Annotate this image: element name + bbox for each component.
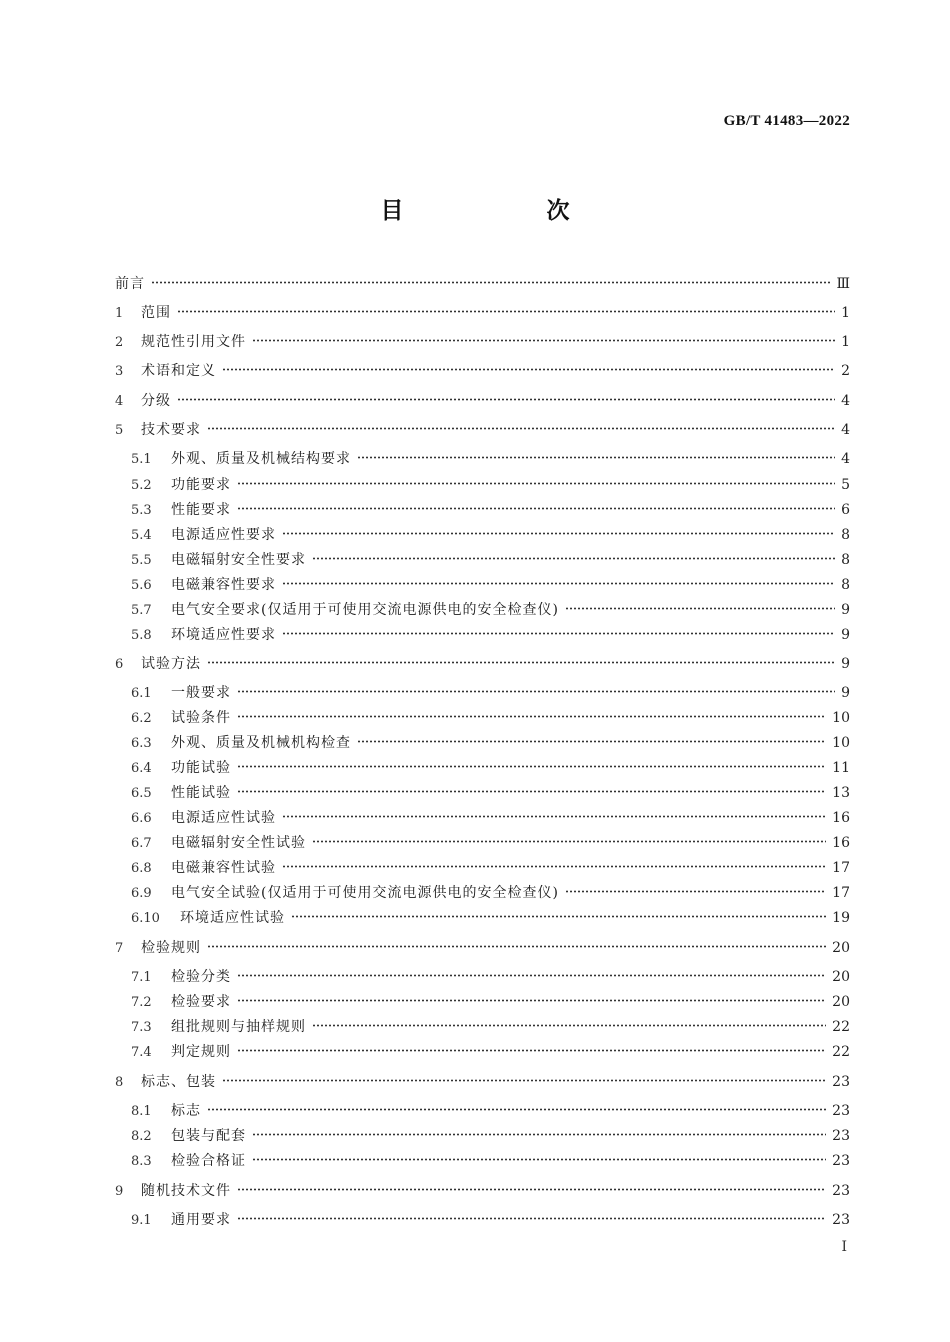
toc-entry-title: 电气安全试验(仅适用于可使用交流电源供电的安全检查仪) bbox=[171, 885, 559, 901]
dot-leader bbox=[237, 715, 826, 718]
toc-entry-title: 性能要求 bbox=[171, 502, 231, 518]
toc-entry[interactable] bbox=[131, 907, 850, 929]
toc-entry-page: 10 bbox=[832, 710, 850, 726]
toc-entry[interactable] bbox=[131, 448, 850, 470]
dot-leader bbox=[237, 999, 826, 1002]
toc-entry[interactable] bbox=[131, 882, 850, 904]
dot-leader bbox=[565, 890, 826, 893]
toc-entry-number: 2 bbox=[115, 335, 124, 350]
toc-entry-page: Ⅲ bbox=[836, 276, 850, 292]
dot-leader bbox=[151, 281, 830, 284]
dot-leader bbox=[237, 1217, 826, 1220]
toc-entry-page: 9 bbox=[841, 656, 850, 672]
toc-entry-number: 5.8 bbox=[131, 628, 152, 643]
toc-entry-page: 20 bbox=[832, 969, 850, 985]
toc-entry[interactable] bbox=[131, 807, 850, 829]
toc-entry-title: 检验合格证 bbox=[171, 1153, 246, 1169]
toc-entry-page: 1 bbox=[841, 305, 850, 321]
toc-entry[interactable] bbox=[131, 524, 850, 546]
dot-leader bbox=[207, 427, 835, 430]
toc-entry[interactable] bbox=[115, 937, 850, 959]
toc-entry[interactable] bbox=[131, 682, 850, 704]
toc-entry[interactable] bbox=[115, 1180, 850, 1202]
toc-entry[interactable] bbox=[115, 302, 850, 324]
toc-entry-title: 随机技术文件 bbox=[141, 1183, 231, 1199]
toc-entry-page: 16 bbox=[832, 835, 850, 851]
toc-entry[interactable] bbox=[131, 549, 850, 571]
toc-entry[interactable] bbox=[115, 273, 850, 295]
dot-leader bbox=[237, 1188, 826, 1191]
toc-entry[interactable] bbox=[131, 1150, 850, 1172]
toc-entry-page: 6 bbox=[841, 502, 850, 518]
toc-entry-page: 8 bbox=[841, 527, 850, 543]
toc-entry-page: 17 bbox=[832, 860, 850, 876]
toc-entry-page: 9 bbox=[841, 602, 850, 618]
toc-entry[interactable] bbox=[115, 331, 850, 353]
toc-entry[interactable] bbox=[131, 474, 850, 496]
toc-entry[interactable] bbox=[131, 782, 850, 804]
dot-leader bbox=[222, 1079, 826, 1082]
toc-entry[interactable] bbox=[115, 1071, 850, 1093]
toc-entry[interactable] bbox=[131, 1016, 850, 1038]
toc-entry[interactable] bbox=[131, 857, 850, 879]
toc-entry-number: 3 bbox=[115, 364, 124, 379]
toc-entry-page: 8 bbox=[841, 577, 850, 593]
toc-entry[interactable] bbox=[131, 732, 850, 754]
toc-entry-title: 电气安全要求(仅适用于可使用交流电源供电的安全检查仪) bbox=[171, 602, 559, 618]
toc-entry-page: 23 bbox=[832, 1103, 850, 1119]
toc-entry-title: 电磁辐射安全性要求 bbox=[171, 552, 306, 568]
dot-leader bbox=[177, 398, 835, 401]
toc-entry[interactable] bbox=[131, 1100, 850, 1122]
dot-leader bbox=[237, 690, 835, 693]
dot-leader bbox=[357, 456, 835, 459]
toc-entry[interactable] bbox=[115, 653, 850, 675]
toc-entry-page: 16 bbox=[832, 810, 850, 826]
dot-leader bbox=[291, 915, 826, 918]
toc-entry-title: 检验规则 bbox=[141, 940, 201, 956]
dot-leader bbox=[565, 607, 835, 610]
toc-entry-title: 试验方法 bbox=[141, 656, 201, 672]
dot-leader bbox=[312, 557, 835, 560]
toc-entry[interactable] bbox=[131, 966, 850, 988]
toc-entry-number: 5.1 bbox=[131, 452, 152, 467]
toc-entry-number: 8.2 bbox=[131, 1129, 152, 1144]
dot-leader bbox=[222, 368, 835, 371]
toc-entry-number: 7.4 bbox=[131, 1045, 152, 1060]
toc-entry-page: 20 bbox=[832, 994, 850, 1010]
toc-entry-title: 电磁兼容性试验 bbox=[171, 860, 276, 876]
dot-leader bbox=[237, 507, 835, 510]
toc-entry-title: 电磁兼容性要求 bbox=[171, 577, 276, 593]
toc-entry-page: 13 bbox=[832, 785, 850, 801]
standard-code: GB/T 41483—2022 bbox=[723, 113, 850, 129]
toc-entry-number: 6.7 bbox=[131, 836, 152, 851]
toc-entry[interactable] bbox=[131, 499, 850, 521]
toc-entry[interactable] bbox=[131, 757, 850, 779]
dot-leader bbox=[357, 740, 826, 743]
toc-entry-number: 6.4 bbox=[131, 761, 152, 776]
toc-entry-number: 7.3 bbox=[131, 1020, 152, 1035]
toc-entry-number: 5.5 bbox=[131, 553, 152, 568]
toc-entry-number: 6.8 bbox=[131, 861, 152, 876]
toc-entry-title: 电磁辐射安全性试验 bbox=[171, 835, 306, 851]
toc-entry-number: 6.6 bbox=[131, 811, 152, 826]
dot-leader bbox=[237, 790, 826, 793]
toc-entry-page: 4 bbox=[841, 422, 850, 438]
toc-entry-title: 电源适应性要求 bbox=[171, 527, 276, 543]
toc-entry-title: 试验条件 bbox=[171, 710, 231, 726]
toc-entry-page: 2 bbox=[841, 363, 850, 379]
toc-entry-title: 规范性引用文件 bbox=[141, 334, 246, 350]
toc-title: 目 次 bbox=[380, 198, 630, 224]
toc-entry-number: 6.5 bbox=[131, 786, 152, 801]
toc-entry-page: 5 bbox=[841, 477, 850, 493]
toc-entry-number: 6.10 bbox=[131, 911, 160, 926]
dot-leader bbox=[252, 1158, 826, 1161]
toc-entry[interactable] bbox=[131, 707, 850, 729]
toc-entry[interactable] bbox=[131, 599, 850, 621]
toc-entry-title: 包装与配套 bbox=[171, 1128, 246, 1144]
toc-entry-title: 标志、包装 bbox=[141, 1074, 216, 1090]
toc-entry-number: 4 bbox=[115, 394, 124, 409]
toc-entry-page: 4 bbox=[841, 451, 850, 467]
toc-entry-title: 标志 bbox=[171, 1103, 201, 1119]
toc-entry[interactable] bbox=[131, 624, 850, 646]
toc-entry-number: 7.1 bbox=[131, 970, 152, 985]
toc-entry-number: 5.7 bbox=[131, 603, 152, 618]
toc-entry-title: 外观、质量及机械结构要求 bbox=[171, 451, 351, 467]
toc-entry-title: 环境适应性要求 bbox=[171, 627, 276, 643]
toc-entry-title: 检验分类 bbox=[171, 969, 231, 985]
toc-entry-number: 8.1 bbox=[131, 1104, 152, 1119]
toc-entry-title: 一般要求 bbox=[171, 685, 231, 701]
toc-entry-title: 组批规则与抽样规则 bbox=[171, 1019, 306, 1035]
dot-leader bbox=[252, 1133, 826, 1136]
toc-entry-title: 技术要求 bbox=[141, 422, 201, 438]
toc-entry-page: 22 bbox=[832, 1019, 850, 1035]
dot-leader bbox=[282, 865, 826, 868]
toc-entry[interactable] bbox=[131, 832, 850, 854]
dot-leader bbox=[237, 765, 826, 768]
toc-entry-title: 电源适应性试验 bbox=[171, 810, 276, 826]
toc-entry-number: 7 bbox=[115, 941, 124, 956]
toc-entry-page: 11 bbox=[832, 760, 850, 776]
toc-entry-page: 4 bbox=[841, 393, 850, 409]
dot-leader bbox=[282, 632, 835, 635]
toc-entry-title: 外观、质量及机械机构检查 bbox=[171, 735, 351, 751]
toc-entry-title: 功能要求 bbox=[171, 477, 231, 493]
toc-entry-page: 23 bbox=[832, 1183, 850, 1199]
toc-entry-page: 23 bbox=[832, 1128, 850, 1144]
toc-entry-title: 范围 bbox=[141, 305, 171, 321]
dot-leader bbox=[312, 1024, 826, 1027]
dot-leader bbox=[207, 1108, 826, 1111]
toc-entry-title: 通用要求 bbox=[171, 1212, 231, 1228]
toc-entry-title: 性能试验 bbox=[171, 785, 231, 801]
toc-entry-page: 17 bbox=[832, 885, 850, 901]
toc-entry-number: 1 bbox=[115, 306, 124, 321]
toc-entry-number: 6.2 bbox=[131, 711, 152, 726]
toc-entry-number: 9.1 bbox=[131, 1213, 152, 1228]
toc-entry-page: 22 bbox=[832, 1044, 850, 1060]
toc-entry-page: 9 bbox=[841, 685, 850, 701]
toc-entry[interactable] bbox=[115, 390, 850, 412]
toc-entry-title: 功能试验 bbox=[171, 760, 231, 776]
toc-entry-title: 前言 bbox=[115, 276, 145, 292]
toc-entry-page: 10 bbox=[832, 735, 850, 751]
toc-entry-number: 8 bbox=[115, 1075, 124, 1090]
toc-entry-number: 6.9 bbox=[131, 886, 152, 901]
toc-entry[interactable] bbox=[131, 991, 850, 1013]
toc-entry-number: 5.2 bbox=[131, 478, 152, 493]
dot-leader bbox=[207, 945, 826, 948]
toc-entry-page: 19 bbox=[832, 910, 850, 926]
toc-entry-title: 术语和定义 bbox=[141, 363, 216, 379]
toc-entry-page: 23 bbox=[832, 1153, 850, 1169]
toc-entry[interactable] bbox=[131, 574, 850, 596]
dot-leader bbox=[237, 974, 826, 977]
toc-entry-number: 5.4 bbox=[131, 528, 152, 543]
toc-entry-page: 8 bbox=[841, 552, 850, 568]
toc-entry[interactable] bbox=[131, 1125, 850, 1147]
toc-entry-number: 6.1 bbox=[131, 686, 152, 701]
toc-entry-page: 20 bbox=[832, 940, 850, 956]
toc-entry-title: 判定规则 bbox=[171, 1044, 231, 1060]
toc-entry-number: 8.3 bbox=[131, 1154, 152, 1169]
toc-entry[interactable] bbox=[131, 1209, 850, 1231]
dot-leader bbox=[252, 339, 835, 342]
toc-entry-page: 23 bbox=[832, 1074, 850, 1090]
toc-entry-number: 6.3 bbox=[131, 736, 152, 751]
toc-entry-title: 环境适应性试验 bbox=[180, 910, 285, 926]
toc-entry-page: 1 bbox=[841, 334, 850, 350]
toc-entry-number: 5.3 bbox=[131, 503, 152, 518]
toc-entry-page: 9 bbox=[841, 627, 850, 643]
toc-entry[interactable] bbox=[115, 360, 850, 382]
dot-leader bbox=[177, 310, 835, 313]
dot-leader bbox=[207, 661, 835, 664]
toc-entry-number: 9 bbox=[115, 1184, 124, 1199]
toc-entry[interactable] bbox=[131, 1041, 850, 1063]
dot-leader bbox=[282, 582, 835, 585]
dot-leader bbox=[282, 815, 826, 818]
dot-leader bbox=[312, 840, 826, 843]
page-number: I bbox=[841, 1239, 847, 1255]
toc-entry-title: 检验要求 bbox=[171, 994, 231, 1010]
toc-entry[interactable] bbox=[115, 419, 850, 441]
toc-entry-title: 分级 bbox=[141, 393, 171, 409]
toc-entry-number: 7.2 bbox=[131, 995, 152, 1010]
toc-entry-number: 5 bbox=[115, 423, 124, 438]
toc-entry-number: 5.6 bbox=[131, 578, 152, 593]
dot-leader bbox=[237, 1049, 826, 1052]
toc-entry-number: 6 bbox=[115, 657, 124, 672]
dot-leader bbox=[237, 482, 835, 485]
dot-leader bbox=[282, 532, 835, 535]
toc-entry-page: 23 bbox=[832, 1212, 850, 1228]
